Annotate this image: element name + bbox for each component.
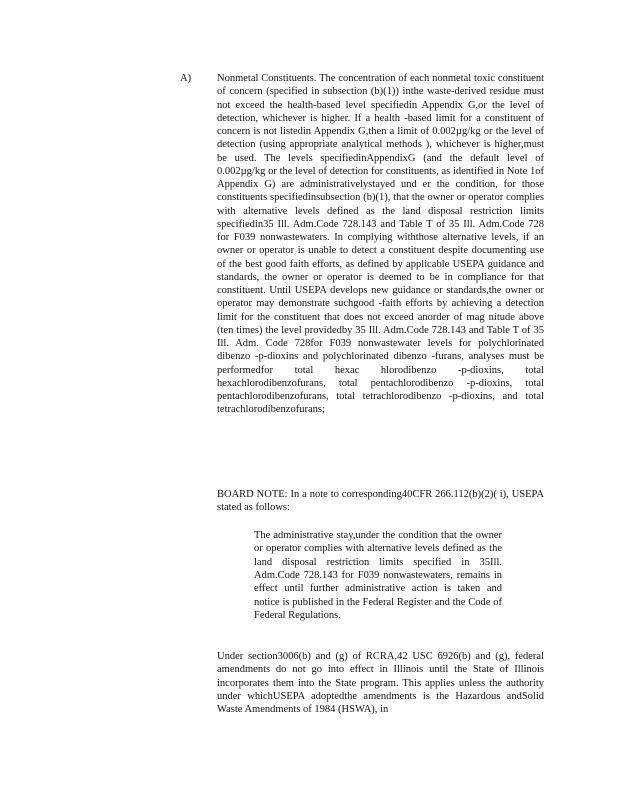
board-note: BOARD NOTE: In a note to corresponding40CFR 266.112(b)(2)( i), USEPA stated as follows: [217,489,544,514]
nonmetal-constituents-paragraph: Nonmetal Constituents. The concentration of each nonmetal toxic constituent of concern (specified in subsection (b)(1)) inthe waste-derived residue must not exceed the health-based level specifiedin Appendix G,or the level of detection, whichever is higher. If a health -based limit for a constituent of concern is not listedin Appendix G,then a limit of 0.002µg/kg or the level of detection (using appropriate analytical methods ), whichever is higher,must be used. The levels specifiedinAppendixG (and the default level of 0.002µg/kg or the level of detection for constituents, as identified in Note 1of Appendix G) are administrativelystayed und er the condition, for those constituents specifiedinsubsection (b)(1), that the owner or operator complies with alternative levels defined as the land disposal restriction limits specifiedin35 Ill. Adm.Code 728.143 and Table T of 35 Ill. Adm.Code 728 for F039 nonwastewaters. In complying withthose alternative levels, if an owner or operator is unable to detect a constituent despite documenting use of the best good faith efforts, as defined by applicable USEPA guidance and standards, the owner or operator is deemed to be in compliance for that constituent. Until USEPA develops new guidance or standards,the owner or operator may demonstrate suchgood -faith efforts by achieving a detection limit for the constituent that does not exceed anorder of mag nitude above (ten times) the level providedby 35 Ill. Adm.Code 728.143 and Table T of 35 Ill. Adm. Code 728for F039 nonwastewater levels for polychlorinated dibenzo -p-dioxins and polychlorinated dibenzo -furans, analyses must be performedfor total hexac hlorodibenzo -p-dioxins, total hexachlorodibenzofurans, total pentachlorodibenzo -p-dioxins, total pentachlorodibenzofurans, total tetrachlorodibenzo -p-dioxins, and total tetrachlorodibenzofurans; [217,73,544,416]
item-label: A) [180,73,192,84]
rcra-paragraph: Under section3006(b) and (g) of RCRA,42 USC 6926(b) and (g), federal amendments do not go into effect in Illinois until the State of Illinois incorporates them into the State program. This applies unless the authority under whichUSEPA adoptedthe amendments is the Hazardous andSolid Waste Amendments of 1984 (HSWA), in [217,651,544,715]
usepa-quote-block: The administrative stay,under the condition that the owner or operator complies with alternative levels defined as the land disposal restriction limits specified in 35Ill. Adm.Code 728.143 for F039 nonwastewaters, remains in effect until further administrative action is taken and notice is published in the Federal Register and the Code of Federal Regulations. [254,530,502,622]
